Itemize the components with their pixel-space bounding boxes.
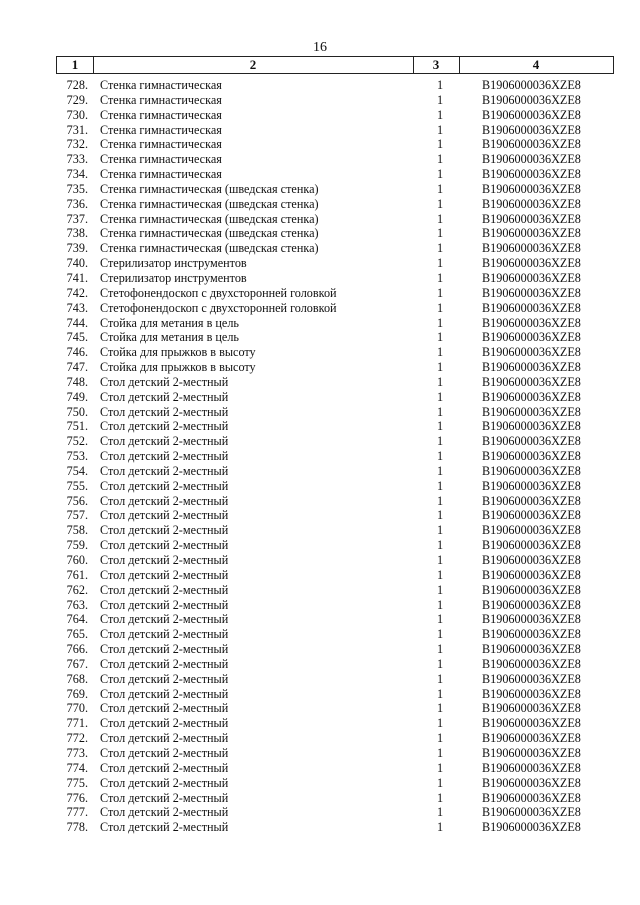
item-code: B1906000036XZE8 <box>482 538 581 553</box>
item-name: Стол детский 2-местный <box>100 612 229 627</box>
item-name: Стенка гимнастическая (шведская стенка) <box>100 226 319 241</box>
item-name: Стол детский 2-местный <box>100 374 229 389</box>
row-number: 731. <box>66 122 88 137</box>
item-code: B1906000036XZE8 <box>482 211 581 226</box>
item-name: Стол детский 2-местный <box>100 686 229 701</box>
item-quantity: 1 <box>436 553 444 567</box>
item-name: Стол детский 2-местный <box>100 449 229 464</box>
page-number: 16 <box>313 40 327 55</box>
item-code: B1906000036XZE8 <box>482 285 581 300</box>
item-quantity: 1 <box>436 167 444 182</box>
row-number: 777. <box>66 805 88 820</box>
item-code: B1906000036XZE8 <box>482 404 581 419</box>
table-row <box>0 345 640 360</box>
row-number: 758. <box>66 523 88 538</box>
table-row <box>0 761 640 776</box>
table-row <box>0 123 640 138</box>
item-quantity: 1 <box>436 627 444 642</box>
item-code: B1906000036XZE8 <box>482 820 581 835</box>
item-name: Стол детский 2-местный <box>100 434 229 449</box>
table-row <box>0 612 640 627</box>
row-number: 742. <box>66 285 88 300</box>
item-code: B1906000036XZE8 <box>482 241 581 256</box>
table-row <box>0 405 640 420</box>
item-quantity: 1 <box>436 523 444 538</box>
row-number: 739. <box>66 241 88 256</box>
row-number: 756. <box>66 493 88 508</box>
row-number: 753. <box>66 449 88 464</box>
header-col-3: 3 <box>432 57 440 72</box>
item-name: Стол детский 2-местный <box>100 671 229 686</box>
item-name: Стенка гимнастическая (шведская стенка) <box>100 181 319 196</box>
item-name: Стойка для метания в цель <box>100 315 239 330</box>
item-code: B1906000036XZE8 <box>482 642 581 657</box>
item-name: Стол детский 2-местный <box>100 731 229 746</box>
item-code: B1906000036XZE8 <box>482 523 581 538</box>
row-number: 752. <box>66 434 88 449</box>
table-row <box>0 434 640 449</box>
table-row <box>0 78 640 93</box>
table-header <box>56 56 614 74</box>
table-row <box>0 226 640 241</box>
item-code: B1906000036XZE8 <box>482 449 581 464</box>
row-number: 745. <box>66 330 88 345</box>
item-quantity: 1 <box>436 701 444 716</box>
item-name: Стойка для метания в цель <box>100 330 239 345</box>
item-code: B1906000036XZE8 <box>482 300 581 315</box>
item-quantity: 1 <box>436 196 444 211</box>
table-row <box>0 523 640 538</box>
item-quantity: 1 <box>436 137 444 152</box>
item-code: B1906000036XZE8 <box>482 567 581 582</box>
item-name: Стол детский 2-местный <box>100 582 229 597</box>
item-name: Стенка гимнастическая (шведская стенка) <box>100 241 319 256</box>
item-quantity: 1 <box>436 582 444 597</box>
row-number: 751. <box>66 419 88 434</box>
item-quantity: 1 <box>436 686 444 701</box>
row-number: 759. <box>66 538 88 553</box>
item-code: B1906000036XZE8 <box>482 701 581 716</box>
item-name: Стол детский 2-местный <box>100 805 229 820</box>
row-number: 740. <box>66 256 88 271</box>
row-number: 728. <box>66 78 88 92</box>
table-row <box>0 271 640 286</box>
item-code: B1906000036XZE8 <box>482 434 581 449</box>
item-name: Стол детский 2-местный <box>100 627 229 642</box>
item-quantity: 1 <box>436 330 444 345</box>
row-number: 771. <box>66 716 88 731</box>
row-number: 767. <box>66 656 88 671</box>
item-name: Стол детский 2-местный <box>100 775 229 790</box>
row-number: 730. <box>66 107 88 122</box>
item-quantity: 1 <box>436 790 444 805</box>
item-code: B1906000036XZE8 <box>482 731 581 746</box>
item-code: B1906000036XZE8 <box>482 78 581 92</box>
item-code: B1906000036XZE8 <box>482 315 581 330</box>
item-quantity: 1 <box>436 745 444 760</box>
item-quantity: 1 <box>436 449 444 464</box>
item-code: B1906000036XZE8 <box>482 760 581 775</box>
table-row <box>0 197 640 212</box>
item-code: B1906000036XZE8 <box>482 656 581 671</box>
row-number: 755. <box>66 478 88 493</box>
item-code: B1906000036XZE8 <box>482 167 581 182</box>
item-code: B1906000036XZE8 <box>482 92 581 107</box>
item-code: B1906000036XZE8 <box>482 345 581 360</box>
row-number: 776. <box>66 790 88 805</box>
table-row <box>0 212 640 227</box>
item-code: B1906000036XZE8 <box>482 745 581 760</box>
item-name: Стенка гимнастическая <box>100 107 222 122</box>
table-body <box>0 78 640 835</box>
row-number: 750. <box>66 404 88 419</box>
row-number: 764. <box>66 612 88 627</box>
item-name: Стенка гимнастическая (шведская стенка) <box>100 211 319 226</box>
item-quantity: 1 <box>436 226 444 241</box>
item-name: Стетофонендоскоп с двухсторонней головкой <box>100 285 337 300</box>
table-row <box>0 746 640 761</box>
item-code: B1906000036XZE8 <box>482 493 581 508</box>
item-quantity: 1 <box>436 389 444 404</box>
item-name: Стол детский 2-местный <box>100 760 229 775</box>
item-quantity: 1 <box>436 538 444 553</box>
item-quantity: 1 <box>436 478 444 493</box>
item-name: Стол детский 2-местный <box>100 478 229 493</box>
table-row <box>0 419 640 434</box>
table-row <box>0 672 640 687</box>
row-number: 775. <box>66 775 88 790</box>
table-row <box>0 642 640 657</box>
row-number: 754. <box>66 463 88 478</box>
row-number: 734. <box>66 167 88 182</box>
item-quantity: 1 <box>436 642 444 657</box>
row-number: 732. <box>66 137 88 152</box>
table-row <box>0 301 640 316</box>
item-name: Стол детский 2-местный <box>100 716 229 731</box>
item-quantity: 1 <box>436 612 444 627</box>
item-name: Стенка гимнастическая <box>100 152 222 167</box>
item-name: Стол детский 2-местный <box>100 389 229 404</box>
item-quantity: 1 <box>436 671 444 686</box>
item-quantity: 1 <box>436 270 444 285</box>
item-code: B1906000036XZE8 <box>482 137 581 152</box>
item-quantity: 1 <box>436 285 444 300</box>
row-number: 733. <box>66 152 88 167</box>
table-row <box>0 598 640 613</box>
item-quantity: 1 <box>436 463 444 478</box>
row-number: 741. <box>66 270 88 285</box>
item-quantity: 1 <box>436 241 444 256</box>
item-quantity: 1 <box>436 374 444 389</box>
table-row <box>0 464 640 479</box>
item-code: B1906000036XZE8 <box>482 627 581 642</box>
item-quantity: 1 <box>436 92 444 107</box>
item-quantity: 1 <box>436 493 444 508</box>
item-quantity: 1 <box>436 256 444 271</box>
item-code: B1906000036XZE8 <box>482 196 581 211</box>
item-code: B1906000036XZE8 <box>482 775 581 790</box>
item-quantity: 1 <box>436 404 444 419</box>
row-number: 769. <box>66 686 88 701</box>
item-code: B1906000036XZE8 <box>482 790 581 805</box>
item-code: B1906000036XZE8 <box>482 597 581 612</box>
table-row <box>0 375 640 390</box>
item-name: Стойка для прыжков в высоту <box>100 345 256 360</box>
header-col-4: 4 <box>532 57 540 72</box>
item-name: Стол детский 2-местный <box>100 567 229 582</box>
item-quantity: 1 <box>436 597 444 612</box>
table-row <box>0 167 640 182</box>
table-row <box>0 93 640 108</box>
header-col-1: 1 <box>71 57 79 72</box>
item-name: Стол детский 2-местный <box>100 790 229 805</box>
item-name: Стол детский 2-местный <box>100 642 229 657</box>
item-quantity: 1 <box>436 805 444 820</box>
table-row <box>0 241 640 256</box>
table-row <box>0 583 640 598</box>
item-name: Стенка гимнастическая <box>100 137 222 152</box>
item-name: Стол детский 2-местный <box>100 538 229 553</box>
item-code: B1906000036XZE8 <box>482 508 581 523</box>
row-number: 765. <box>66 627 88 642</box>
row-number: 757. <box>66 508 88 523</box>
item-code: B1906000036XZE8 <box>482 478 581 493</box>
row-number: 778. <box>66 820 88 835</box>
row-number: 774. <box>66 760 88 775</box>
table-row <box>0 776 640 791</box>
item-name: Стетофонендоскоп с двухсторонней головкой <box>100 300 337 315</box>
item-code: B1906000036XZE8 <box>482 553 581 567</box>
item-name: Стенка гимнастическая <box>100 78 222 92</box>
row-number: 773. <box>66 745 88 760</box>
item-name: Стенка гимнастическая <box>100 122 222 137</box>
row-number: 738. <box>66 226 88 241</box>
table-row <box>0 701 640 716</box>
item-quantity: 1 <box>436 360 444 375</box>
item-code: B1906000036XZE8 <box>482 671 581 686</box>
item-name: Стерилизатор инструментов <box>100 256 247 271</box>
item-quantity: 1 <box>436 78 444 92</box>
item-code: B1906000036XZE8 <box>482 463 581 478</box>
item-code: B1906000036XZE8 <box>482 716 581 731</box>
item-code: B1906000036XZE8 <box>482 582 581 597</box>
item-quantity: 1 <box>436 567 444 582</box>
row-number: 772. <box>66 731 88 746</box>
item-code: B1906000036XZE8 <box>482 686 581 701</box>
header-col-2: 2 <box>249 57 257 72</box>
item-quantity: 1 <box>436 760 444 775</box>
row-number: 729. <box>66 92 88 107</box>
item-name: Стенка гимнастическая (шведская стенка) <box>100 196 319 211</box>
item-code: B1906000036XZE8 <box>482 256 581 271</box>
item-code: B1906000036XZE8 <box>482 389 581 404</box>
table-row <box>0 360 640 375</box>
item-code: B1906000036XZE8 <box>482 181 581 196</box>
table-row <box>0 330 640 345</box>
table-row <box>0 286 640 301</box>
item-code: B1906000036XZE8 <box>482 270 581 285</box>
table-row <box>0 538 640 553</box>
row-number: 761. <box>66 567 88 582</box>
item-code: B1906000036XZE8 <box>482 107 581 122</box>
table-row <box>0 716 640 731</box>
row-number: 743. <box>66 300 88 315</box>
row-number: 768. <box>66 671 88 686</box>
item-quantity: 1 <box>436 181 444 196</box>
item-quantity: 1 <box>436 122 444 137</box>
item-name: Стол детский 2-местный <box>100 745 229 760</box>
row-number: 744. <box>66 315 88 330</box>
table-row <box>0 731 640 746</box>
table-row <box>0 553 640 568</box>
row-number: 736. <box>66 196 88 211</box>
table-row <box>0 390 640 405</box>
item-code: B1906000036XZE8 <box>482 226 581 241</box>
item-quantity: 1 <box>436 656 444 671</box>
table-row <box>0 568 640 583</box>
table-row <box>0 820 640 835</box>
item-quantity: 1 <box>436 731 444 746</box>
item-code: B1906000036XZE8 <box>482 612 581 627</box>
table-row <box>0 108 640 123</box>
item-quantity: 1 <box>436 508 444 523</box>
row-number: 766. <box>66 642 88 657</box>
item-name: Стенка гимнастическая <box>100 167 222 182</box>
item-name: Стол детский 2-местный <box>100 419 229 434</box>
item-name: Стол детский 2-местный <box>100 508 229 523</box>
item-code: B1906000036XZE8 <box>482 419 581 434</box>
item-code: B1906000036XZE8 <box>482 805 581 820</box>
row-number: 735. <box>66 181 88 196</box>
table-row <box>0 256 640 271</box>
row-number: 749. <box>66 389 88 404</box>
item-code: B1906000036XZE8 <box>482 360 581 375</box>
row-number: 748. <box>66 374 88 389</box>
item-quantity: 1 <box>436 434 444 449</box>
table-row <box>0 687 640 702</box>
row-number: 747. <box>66 360 88 375</box>
table-row <box>0 316 640 331</box>
item-code: B1906000036XZE8 <box>482 122 581 137</box>
item-name: Стол детский 2-местный <box>100 656 229 671</box>
item-code: B1906000036XZE8 <box>482 330 581 345</box>
item-quantity: 1 <box>436 152 444 167</box>
table-row <box>0 657 640 672</box>
item-name: Стол детский 2-местный <box>100 404 229 419</box>
item-quantity: 1 <box>436 300 444 315</box>
row-number: 746. <box>66 345 88 360</box>
item-name: Стол детский 2-местный <box>100 493 229 508</box>
row-number: 762. <box>66 582 88 597</box>
item-code: B1906000036XZE8 <box>482 152 581 167</box>
item-code: B1906000036XZE8 <box>482 374 581 389</box>
row-number: 737. <box>66 211 88 226</box>
item-quantity: 1 <box>436 775 444 790</box>
item-quantity: 1 <box>436 716 444 731</box>
item-quantity: 1 <box>436 419 444 434</box>
row-number: 763. <box>66 597 88 612</box>
table-row <box>0 449 640 464</box>
item-name: Стерилизатор инструментов <box>100 270 247 285</box>
item-name: Стол детский 2-местный <box>100 463 229 478</box>
item-quantity: 1 <box>436 820 444 835</box>
table-row <box>0 627 640 642</box>
item-quantity: 1 <box>436 315 444 330</box>
row-number: 770. <box>66 701 88 716</box>
item-name: Стенка гимнастическая <box>100 92 222 107</box>
table-row <box>0 805 640 820</box>
row-number: 760. <box>66 553 88 567</box>
item-quantity: 1 <box>436 107 444 122</box>
item-name: Стол детский 2-местный <box>100 523 229 538</box>
item-name: Стойка для прыжков в высоту <box>100 360 256 375</box>
table-row <box>0 479 640 494</box>
item-quantity: 1 <box>436 211 444 226</box>
table-row <box>0 182 640 197</box>
table-row <box>0 508 640 523</box>
table-row <box>0 791 640 806</box>
item-quantity: 1 <box>436 345 444 360</box>
item-name: Стол детский 2-местный <box>100 701 229 716</box>
item-name: Стол детский 2-местный <box>100 597 229 612</box>
table-row <box>0 137 640 152</box>
item-name: Стол детский 2-местный <box>100 553 229 567</box>
table-row <box>0 152 640 167</box>
item-name: Стол детский 2-местный <box>100 820 229 835</box>
table-row <box>0 494 640 509</box>
